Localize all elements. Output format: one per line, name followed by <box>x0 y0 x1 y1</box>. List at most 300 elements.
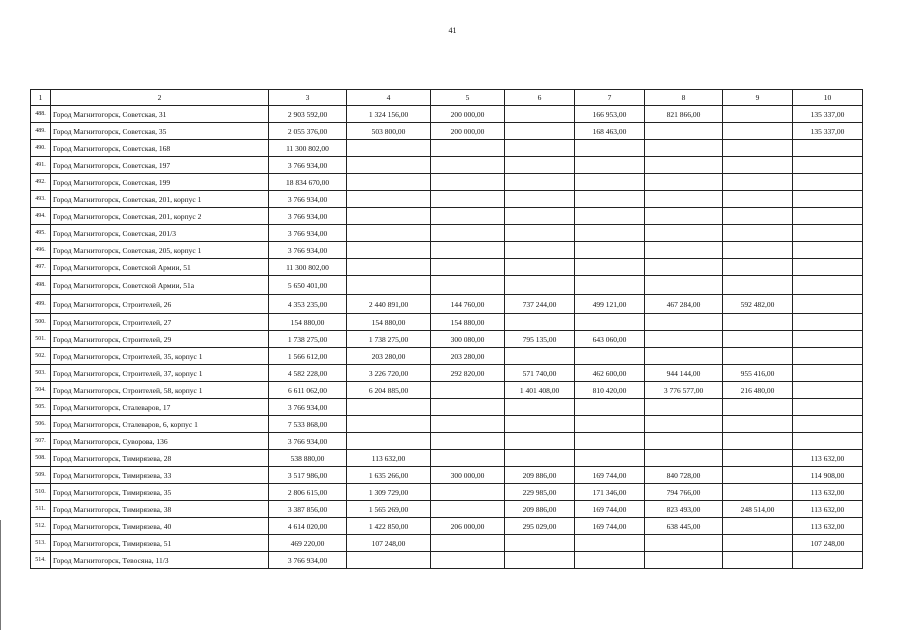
scan-edge-line <box>0 520 5 630</box>
table-row <box>31 433 863 450</box>
amount-cell <box>505 140 575 157</box>
amount-cell <box>575 416 645 433</box>
amount-cell <box>723 518 793 535</box>
amount-cell <box>793 348 863 365</box>
amount-cell: 1 324 156,00 <box>347 106 431 123</box>
amount-cell: 538 880,00 <box>269 450 347 467</box>
address-cell: Город Магнитогорск, Советская, 168 <box>51 140 269 157</box>
address-cell: Город Магнитогорск, Советская, 205, корпус 1 <box>51 242 269 259</box>
table-row <box>31 535 863 552</box>
amount-cell: 171 346,00 <box>575 484 645 501</box>
amount-cell: 5 650 401,00 <box>269 276 347 295</box>
amount-cell <box>431 484 505 501</box>
amount-cell <box>575 259 645 276</box>
amount-cell <box>347 433 431 450</box>
amount-cell <box>793 259 863 276</box>
amount-cell: 3 387 856,00 <box>269 501 347 518</box>
row-number-cell: 507. <box>31 433 51 450</box>
column-header: 2 <box>51 90 269 106</box>
amount-cell: 144 760,00 <box>431 295 505 314</box>
table-row <box>31 276 863 295</box>
table-row <box>31 259 863 276</box>
amount-cell <box>431 535 505 552</box>
amount-cell: 248 514,00 <box>723 501 793 518</box>
address-cell: Город Магнитогорск, Тимирязева, 51 <box>51 535 269 552</box>
table-row <box>31 365 863 382</box>
amount-cell <box>645 242 723 259</box>
row-number-cell: 499. <box>31 295 51 314</box>
amount-cell <box>431 552 505 569</box>
amount-cell: 1 738 275,00 <box>269 331 347 348</box>
amount-cell <box>431 140 505 157</box>
amount-cell <box>575 552 645 569</box>
amount-cell <box>347 242 431 259</box>
amount-cell <box>723 208 793 225</box>
amount-cell: 1 422 850,00 <box>347 518 431 535</box>
row-number-cell: 497. <box>31 259 51 276</box>
amount-cell: 821 866,00 <box>645 106 723 123</box>
table-row <box>31 140 863 157</box>
address-cell: Город Магнитогорск, Советская, 31 <box>51 106 269 123</box>
amount-cell: 1 309 729,00 <box>347 484 431 501</box>
amount-cell <box>505 225 575 242</box>
amount-cell <box>431 501 505 518</box>
amount-cell <box>431 259 505 276</box>
amount-cell <box>793 433 863 450</box>
amount-cell <box>347 191 431 208</box>
amount-cell: 4 614 020,00 <box>269 518 347 535</box>
amount-cell: 203 280,00 <box>431 348 505 365</box>
amount-cell: 571 740,00 <box>505 365 575 382</box>
table-row <box>31 552 863 569</box>
amount-cell <box>723 259 793 276</box>
table-row <box>31 157 863 174</box>
amount-cell <box>347 140 431 157</box>
amount-cell: 1 738 275,00 <box>347 331 431 348</box>
amount-cell: 737 244,00 <box>505 295 575 314</box>
amount-cell <box>723 314 793 331</box>
amount-cell: 168 463,00 <box>575 123 645 140</box>
address-cell: Город Магнитогорск, Тимирязева, 38 <box>51 501 269 518</box>
amount-cell <box>505 191 575 208</box>
amount-cell: 169 744,00 <box>575 467 645 484</box>
amount-cell <box>645 140 723 157</box>
amount-cell <box>575 174 645 191</box>
address-cell: Город Магнитогорск, Советская, 197 <box>51 157 269 174</box>
amount-cell <box>793 552 863 569</box>
amount-cell <box>723 467 793 484</box>
amount-cell <box>793 416 863 433</box>
amount-cell <box>575 157 645 174</box>
amount-cell <box>723 242 793 259</box>
amount-cell: 107 248,00 <box>793 535 863 552</box>
amount-cell: 169 744,00 <box>575 501 645 518</box>
amount-cell: 113 632,00 <box>793 501 863 518</box>
table-row <box>31 314 863 331</box>
amount-cell <box>347 416 431 433</box>
amount-cell: 3 766 934,00 <box>269 225 347 242</box>
amount-cell: 823 493,00 <box>645 501 723 518</box>
amount-cell <box>505 433 575 450</box>
table-row <box>31 225 863 242</box>
amount-cell: 1 635 266,00 <box>347 467 431 484</box>
amount-cell: 643 060,00 <box>575 331 645 348</box>
amount-cell: 113 632,00 <box>793 518 863 535</box>
row-number-cell: 488. <box>31 106 51 123</box>
amount-cell <box>723 399 793 416</box>
amount-cell <box>505 399 575 416</box>
amount-cell <box>431 208 505 225</box>
amount-cell: 3 766 934,00 <box>269 157 347 174</box>
address-cell: Город Магнитогорск, Тимирязева, 28 <box>51 450 269 467</box>
amount-cell <box>347 276 431 295</box>
amount-cell: 209 886,00 <box>505 501 575 518</box>
amount-cell <box>505 276 575 295</box>
amount-cell <box>645 314 723 331</box>
amount-cell <box>723 191 793 208</box>
amount-cell: 638 445,00 <box>645 518 723 535</box>
page-number: 41 <box>448 26 457 35</box>
amount-cell <box>793 365 863 382</box>
amount-cell: 2 806 615,00 <box>269 484 347 501</box>
amount-cell: 113 632,00 <box>793 450 863 467</box>
amount-cell <box>723 140 793 157</box>
amount-cell: 11 300 802,00 <box>269 140 347 157</box>
amount-cell <box>793 295 863 314</box>
amount-cell: 3 766 934,00 <box>269 552 347 569</box>
row-number-cell: 500. <box>31 314 51 331</box>
amount-cell: 503 800,00 <box>347 123 431 140</box>
amount-cell <box>723 552 793 569</box>
amount-cell <box>431 225 505 242</box>
amount-cell <box>723 157 793 174</box>
amount-cell: 795 135,00 <box>505 331 575 348</box>
amount-cell: 18 834 670,00 <box>269 174 347 191</box>
amount-cell: 3 766 934,00 <box>269 242 347 259</box>
address-cell: Город Магнитогорск, Строителей, 35, корпус 1 <box>51 348 269 365</box>
row-number-cell: 501. <box>31 331 51 348</box>
amount-cell: 2 440 891,00 <box>347 295 431 314</box>
amount-cell: 3 517 986,00 <box>269 467 347 484</box>
table-row <box>31 123 863 140</box>
amount-cell <box>793 225 863 242</box>
amount-cell <box>505 535 575 552</box>
column-header: 7 <box>575 90 645 106</box>
amount-cell <box>347 259 431 276</box>
row-number-cell: 494. <box>31 208 51 225</box>
row-number-cell: 504. <box>31 382 51 399</box>
row-number-cell: 503. <box>31 365 51 382</box>
amount-cell: 2 903 592,00 <box>269 106 347 123</box>
amount-cell <box>793 174 863 191</box>
row-number-cell: 489. <box>31 123 51 140</box>
amount-cell <box>723 450 793 467</box>
amount-cell <box>645 123 723 140</box>
amount-cell <box>645 552 723 569</box>
amount-cell: 1 565 269,00 <box>347 501 431 518</box>
amount-cell <box>793 331 863 348</box>
amount-cell <box>431 276 505 295</box>
address-cell: Город Магнитогорск, Тимирязева, 33 <box>51 467 269 484</box>
amount-cell: 2 055 376,00 <box>269 123 347 140</box>
amount-cell <box>645 450 723 467</box>
amount-cell <box>575 535 645 552</box>
amount-cell <box>793 276 863 295</box>
amount-cell <box>347 174 431 191</box>
amount-cell <box>431 174 505 191</box>
row-number-cell: 495. <box>31 225 51 242</box>
amount-cell: 300 080,00 <box>431 331 505 348</box>
amount-cell <box>505 348 575 365</box>
amount-cell <box>723 331 793 348</box>
amount-cell <box>575 276 645 295</box>
amount-cell: 107 248,00 <box>347 535 431 552</box>
amount-cell <box>505 106 575 123</box>
amount-cell <box>645 416 723 433</box>
amount-cell <box>347 399 431 416</box>
amount-cell <box>505 208 575 225</box>
amount-cell: 794 766,00 <box>645 484 723 501</box>
amount-cell: 166 953,00 <box>575 106 645 123</box>
register-table <box>30 89 863 569</box>
amount-cell <box>645 535 723 552</box>
amount-cell: 11 300 802,00 <box>269 259 347 276</box>
amount-cell: 944 144,00 <box>645 365 723 382</box>
amount-cell: 7 533 868,00 <box>269 416 347 433</box>
row-number-cell: 512. <box>31 518 51 535</box>
amount-cell <box>645 259 723 276</box>
amount-cell <box>505 450 575 467</box>
amount-cell: 203 280,00 <box>347 348 431 365</box>
address-cell: Город Магнитогорск, Строителей, 27 <box>51 314 269 331</box>
amount-cell <box>793 208 863 225</box>
amount-cell: 113 632,00 <box>347 450 431 467</box>
address-cell: Город Магнитогорск, Строителей, 37, корпус 1 <box>51 365 269 382</box>
amount-cell <box>723 225 793 242</box>
table-row <box>31 106 863 123</box>
address-cell: Город Магнитогорск, Тимирязева, 40 <box>51 518 269 535</box>
row-number-cell: 498. <box>31 276 51 295</box>
amount-cell <box>575 242 645 259</box>
amount-cell: 295 029,00 <box>505 518 575 535</box>
amount-cell <box>723 484 793 501</box>
amount-cell <box>505 174 575 191</box>
amount-cell: 154 880,00 <box>269 314 347 331</box>
amount-cell: 4 353 235,00 <box>269 295 347 314</box>
amount-cell: 113 632,00 <box>793 484 863 501</box>
amount-cell <box>575 191 645 208</box>
amount-cell: 810 420,00 <box>575 382 645 399</box>
column-header: 5 <box>431 90 505 106</box>
column-header: 6 <box>505 90 575 106</box>
amount-cell <box>431 191 505 208</box>
column-header: 4 <box>347 90 431 106</box>
address-cell: Город Магнитогорск, Советская, 199 <box>51 174 269 191</box>
amount-cell <box>431 382 505 399</box>
amount-cell <box>575 348 645 365</box>
amount-cell <box>645 208 723 225</box>
amount-cell <box>645 157 723 174</box>
amount-cell: 3 766 934,00 <box>269 191 347 208</box>
table-row <box>31 501 863 518</box>
table-row <box>31 331 863 348</box>
amount-cell: 292 820,00 <box>431 365 505 382</box>
amount-cell: 499 121,00 <box>575 295 645 314</box>
table-row <box>31 382 863 399</box>
row-number-cell: 511. <box>31 501 51 518</box>
amount-cell <box>505 157 575 174</box>
row-number-cell: 493. <box>31 191 51 208</box>
row-number-cell: 506. <box>31 416 51 433</box>
amount-cell <box>723 123 793 140</box>
amount-cell: 1 401 408,00 <box>505 382 575 399</box>
amount-cell <box>723 535 793 552</box>
amount-cell <box>645 174 723 191</box>
amount-cell <box>505 259 575 276</box>
amount-cell: 300 000,00 <box>431 467 505 484</box>
table-row <box>31 467 863 484</box>
amount-cell <box>575 399 645 416</box>
row-number-cell: 508. <box>31 450 51 467</box>
row-number-cell: 502. <box>31 348 51 365</box>
amount-cell <box>431 399 505 416</box>
table-row <box>31 348 863 365</box>
amount-cell <box>505 314 575 331</box>
amount-cell <box>645 331 723 348</box>
address-cell: Город Магнитогорск, Советской Армии, 51 <box>51 259 269 276</box>
column-header: 3 <box>269 90 347 106</box>
column-header: 9 <box>723 90 793 106</box>
amount-cell <box>645 399 723 416</box>
amount-cell: 6 611 062,00 <box>269 382 347 399</box>
amount-cell <box>347 157 431 174</box>
amount-cell: 3 226 720,00 <box>347 365 431 382</box>
amount-cell <box>575 450 645 467</box>
table-row <box>31 174 863 191</box>
column-header: 10 <box>793 90 863 106</box>
row-number-cell: 491. <box>31 157 51 174</box>
amount-cell: 114 908,00 <box>793 467 863 484</box>
amount-cell: 200 000,00 <box>431 123 505 140</box>
address-cell: Город Магнитогорск, Тимирязева, 35 <box>51 484 269 501</box>
row-number-cell: 509. <box>31 467 51 484</box>
table-row <box>31 450 863 467</box>
amount-cell <box>347 208 431 225</box>
amount-cell: 3 766 934,00 <box>269 433 347 450</box>
amount-cell: 592 482,00 <box>723 295 793 314</box>
amount-cell: 3 766 934,00 <box>269 399 347 416</box>
address-cell: Город Магнитогорск, Строителей, 58, корпус 1 <box>51 382 269 399</box>
amount-cell <box>793 242 863 259</box>
amount-cell: 1 566 612,00 <box>269 348 347 365</box>
address-cell: Город Магнитогорск, Сталеваров, 17 <box>51 399 269 416</box>
address-cell: Город Магнитогорск, Суворова, 136 <box>51 433 269 450</box>
address-cell: Город Магнитогорск, Советской Армии, 51а <box>51 276 269 295</box>
amount-cell: 840 728,00 <box>645 467 723 484</box>
amount-cell: 955 416,00 <box>723 365 793 382</box>
amount-cell: 462 600,00 <box>575 365 645 382</box>
amount-cell: 154 880,00 <box>347 314 431 331</box>
amount-cell <box>575 208 645 225</box>
amount-cell: 154 880,00 <box>431 314 505 331</box>
amount-cell <box>505 416 575 433</box>
amount-cell <box>723 276 793 295</box>
amount-cell <box>347 552 431 569</box>
address-cell: Город Магнитогорск, Советская, 35 <box>51 123 269 140</box>
amount-cell <box>505 552 575 569</box>
table-row <box>31 518 863 535</box>
address-cell: Город Магнитогорск, Советская, 201, корпус 2 <box>51 208 269 225</box>
amount-cell <box>723 416 793 433</box>
amount-cell: 200 000,00 <box>431 106 505 123</box>
amount-cell <box>645 348 723 365</box>
amount-cell: 4 582 228,00 <box>269 365 347 382</box>
amount-cell: 229 985,00 <box>505 484 575 501</box>
amount-cell: 135 337,00 <box>793 123 863 140</box>
column-header: 8 <box>645 90 723 106</box>
amount-cell <box>793 314 863 331</box>
amount-cell <box>645 433 723 450</box>
amount-cell <box>575 140 645 157</box>
amount-cell <box>575 314 645 331</box>
amount-cell: 216 480,00 <box>723 382 793 399</box>
amount-cell <box>431 157 505 174</box>
table-row <box>31 295 863 314</box>
amount-cell <box>723 106 793 123</box>
amount-cell: 469 220,00 <box>269 535 347 552</box>
amount-cell: 467 284,00 <box>645 295 723 314</box>
row-number-cell: 513. <box>31 535 51 552</box>
amount-cell <box>645 276 723 295</box>
amount-cell <box>575 225 645 242</box>
table-row <box>31 208 863 225</box>
table-row <box>31 416 863 433</box>
amount-cell <box>645 225 723 242</box>
address-cell: Город Магнитогорск, Строителей, 29 <box>51 331 269 348</box>
amount-cell <box>431 433 505 450</box>
amount-cell <box>505 242 575 259</box>
row-number-cell: 490. <box>31 140 51 157</box>
amount-cell <box>793 382 863 399</box>
address-cell: Город Магнитогорск, Сталеваров, 6, корпус 1 <box>51 416 269 433</box>
amount-cell <box>793 191 863 208</box>
row-number-cell: 510. <box>31 484 51 501</box>
amount-cell <box>575 433 645 450</box>
address-cell: Город Магнитогорск, Советская, 201, корпус 1 <box>51 191 269 208</box>
amount-cell: 169 744,00 <box>575 518 645 535</box>
amount-cell <box>347 225 431 242</box>
amount-cell <box>793 399 863 416</box>
amount-cell <box>645 191 723 208</box>
address-cell: Город Магнитогорск, Строителей, 26 <box>51 295 269 314</box>
amount-cell: 3 766 934,00 <box>269 208 347 225</box>
row-number-cell: 514. <box>31 552 51 569</box>
amount-cell <box>793 157 863 174</box>
table-row <box>31 399 863 416</box>
amount-cell <box>431 450 505 467</box>
amount-cell <box>431 242 505 259</box>
amount-cell <box>723 174 793 191</box>
column-header: 1 <box>31 90 51 106</box>
amount-cell: 6 204 885,00 <box>347 382 431 399</box>
amount-cell: 135 337,00 <box>793 106 863 123</box>
amount-cell <box>723 433 793 450</box>
amount-cell <box>793 140 863 157</box>
amount-cell: 206 000,00 <box>431 518 505 535</box>
amount-cell <box>505 123 575 140</box>
address-cell: Город Магнитогорск, Тевосяна, 11/3 <box>51 552 269 569</box>
amount-cell: 209 886,00 <box>505 467 575 484</box>
